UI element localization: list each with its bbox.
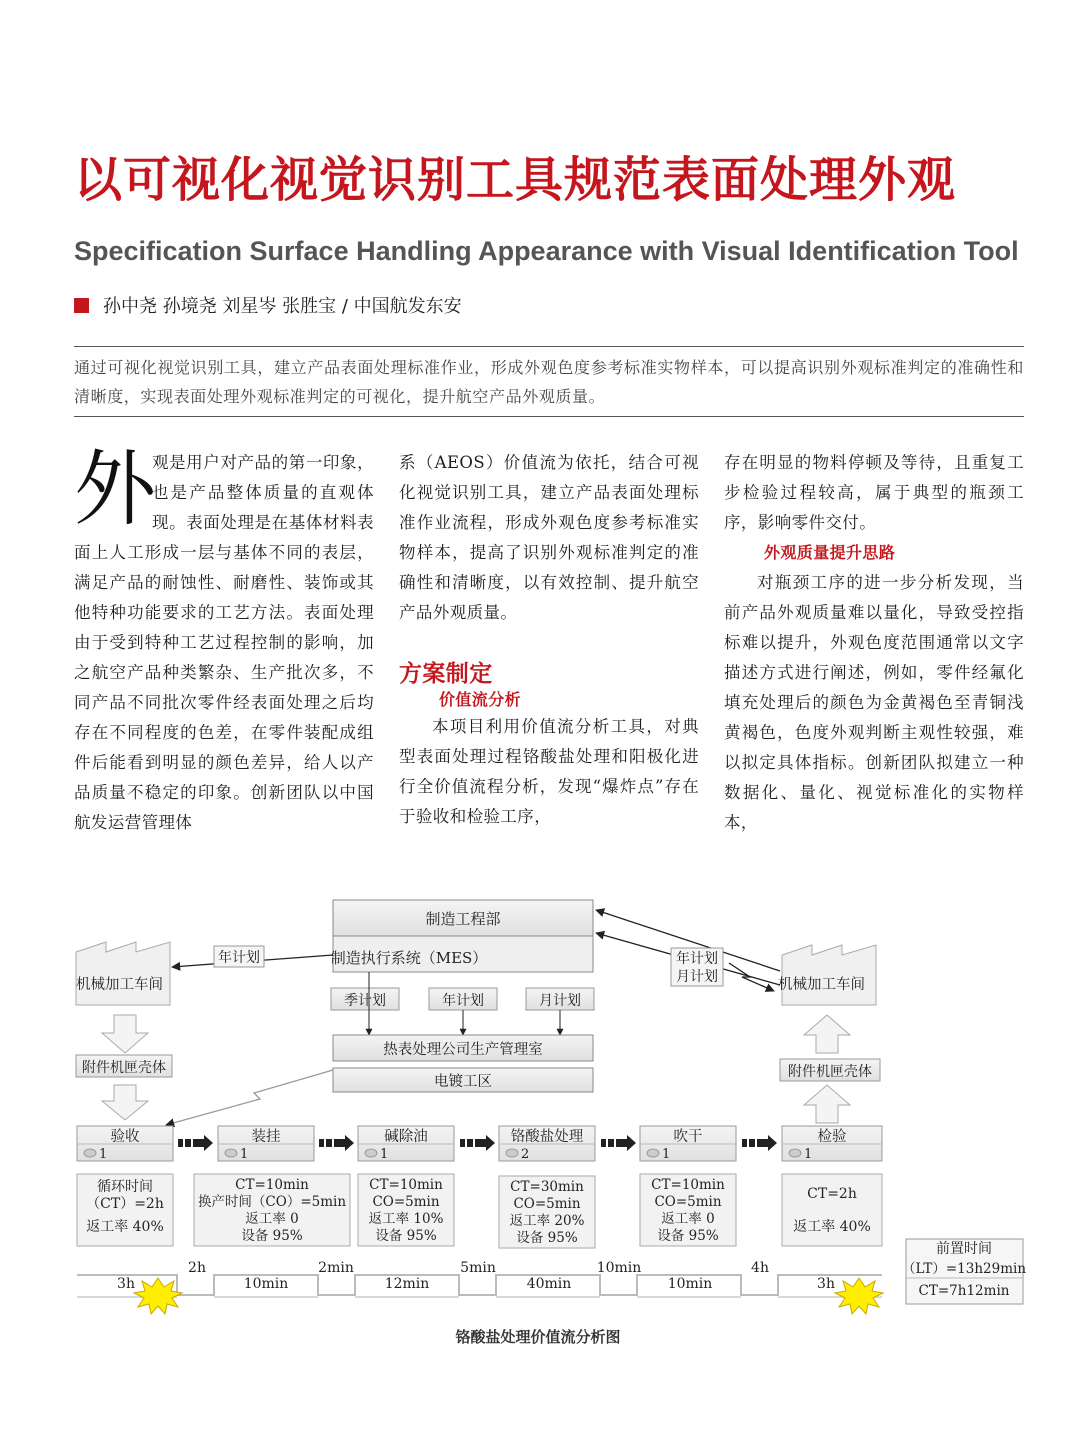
push-arrow-icon <box>102 1015 148 1053</box>
body-column-3 <box>724 448 1024 838</box>
process-data-line: CT=30min <box>510 1179 584 1195</box>
process-time: 3h <box>817 1276 835 1292</box>
lead-time-value: （LT）=13h29min <box>901 1261 1026 1277</box>
body-paragraph-4: 存在明显的物料停顿及等待，且重复工步检验过程较高，属于典型的瓶颈工序，影响零件交付。 <box>724 453 1024 532</box>
operator-count: 1 <box>99 1147 108 1162</box>
ship-arrow-icon <box>804 1085 850 1123</box>
left-supplier-label: 机械加工车间 <box>76 977 163 993</box>
wait-time: 4h <box>751 1260 769 1276</box>
factory-icon <box>76 942 170 1005</box>
process-data-line: 设备 95% <box>241 1228 303 1244</box>
process-time: 3h <box>117 1276 135 1292</box>
push-arrow-icon <box>178 1135 213 1151</box>
push-arrow-icon <box>742 1135 777 1151</box>
article-subtitle-en: Specification Surface Handling Appearance with Visual Identification Tool <box>74 236 1019 266</box>
process-step-degreasing <box>358 1126 454 1246</box>
plan-label-year: 年计划 <box>442 993 484 1009</box>
process-time: 12min <box>384 1276 430 1292</box>
process-data-line: 返工率 10% <box>368 1211 444 1227</box>
subsection-heading-1: 价值流分析 <box>439 690 522 709</box>
process-step-acceptance <box>77 1126 173 1246</box>
operator-icon <box>789 1149 801 1157</box>
dept-label: 制造工程部 <box>425 910 501 928</box>
wait-time: 10min <box>596 1260 642 1276</box>
operator-icon <box>647 1149 659 1157</box>
timeline-ladder <box>77 1275 882 1295</box>
process-name: 验收 <box>110 1129 140 1145</box>
mes-label: 制造执行系统（MES） <box>330 949 488 967</box>
body-column-1 <box>74 442 374 838</box>
wait-time: 5min <box>460 1260 496 1276</box>
kaizen-burst-icon <box>134 1278 182 1314</box>
left-flow-label: 年计划 <box>218 950 260 966</box>
process-data-line: 返工率 40% <box>793 1219 871 1235</box>
plating-label: 电镀工区 <box>434 1074 492 1090</box>
lead-time-title: 前置时间 <box>936 1241 992 1257</box>
process-data-line: CO=5min <box>654 1194 722 1210</box>
process-data-line: CO=5min <box>513 1196 581 1212</box>
plan-label-month: 月计划 <box>539 993 581 1009</box>
process-data-line: 循环时间 <box>97 1179 153 1195</box>
process-time: 40min <box>526 1276 572 1292</box>
process-data-line: CT=10min <box>235 1177 309 1193</box>
kaizen-burst-icon <box>835 1278 883 1314</box>
process-data-line: 设备 95% <box>516 1230 578 1246</box>
drop-cap: 外 <box>74 442 157 537</box>
wait-time: 2min <box>318 1260 354 1276</box>
authors-text: 孙中尧 孙境尧 刘星岑 张胜宝 / 中国航发东安 <box>103 296 462 317</box>
operator-icon <box>365 1149 377 1157</box>
process-time: 10min <box>667 1276 713 1292</box>
right-customer-label: 机械加工车间 <box>778 977 865 993</box>
operator-icon <box>506 1149 518 1157</box>
operator-count: 1 <box>240 1147 249 1162</box>
body-column-2 <box>399 448 699 832</box>
process-data-line: 设备 95% <box>375 1228 437 1244</box>
process-time: 10min <box>243 1276 289 1292</box>
operator-count: 1 <box>380 1147 389 1162</box>
process-data-line: 返工率 40% <box>86 1219 164 1235</box>
section-heading: 方案制定 <box>399 661 493 687</box>
process-data-line: （CT）=2h <box>86 1196 164 1212</box>
process-data-line: CT=2h <box>807 1186 857 1202</box>
operator-count: 1 <box>662 1147 671 1162</box>
push-arrow-icon <box>102 1085 148 1120</box>
process-data-line: 设备 95% <box>657 1228 719 1244</box>
value-stream-diagram <box>74 895 1026 1315</box>
process-data-line: 返工率 0 <box>245 1211 299 1227</box>
process-step-drying <box>640 1126 736 1246</box>
process-name: 铬酸盐处理 <box>510 1129 584 1145</box>
process-step-chromate <box>499 1126 595 1248</box>
process-data-line: 返工率 20% <box>509 1213 585 1229</box>
cycle-time-value: CT=7h12min <box>918 1283 1010 1299</box>
body-paragraph-2: 系（AEOS）价值流为依托，结合可视化视觉识别工具，建立产品表面处理标准作业流程，形成外观色度参考标准实物样本，提高了识别外观标准判定的准确性和清晰度，以有效控制、提升航空产品外观质量。 <box>399 453 699 622</box>
mgmt-label: 热表处理公司生产管理室 <box>383 1042 543 1058</box>
factory-icon <box>782 945 876 1005</box>
ship-arrow-icon <box>804 1015 850 1053</box>
body-paragraph-3: 本项目利用价值流分析工具，对典型表面处理过程铬酸盐处理和阳极化进行全价值流程分析，发现“爆炸点”存在于验收和检验工序， <box>399 717 699 826</box>
right-flow-label-1: 年计划 <box>676 951 718 967</box>
process-name: 装挂 <box>251 1129 281 1145</box>
process-data-line: 换产时间（CO）=5min <box>197 1194 347 1210</box>
operator-count: 2 <box>521 1147 530 1162</box>
operator-count: 1 <box>804 1147 813 1162</box>
figure-caption: 铬酸盐处理价值流分析图 <box>455 1328 621 1346</box>
article-title: 以可视化视觉识别工具规范表面处理外观 <box>74 152 957 208</box>
process-data-line: CT=10min <box>651 1177 725 1193</box>
right-material-label: 附件机匣壳体 <box>788 1064 872 1080</box>
abstract: 通过可视化视觉识别工具，建立产品表面处理标准作业，形成外观色度参考标准实物样本，可以提高识别外观标准判定的准确性和清晰度，实现表面处理外观标准判定的可视化，提升航空产品外观质量。 <box>74 346 1024 417</box>
author-line <box>74 293 462 321</box>
operator-icon <box>84 1149 96 1157</box>
process-data-line: CO=5min <box>372 1194 440 1210</box>
process-name: 检验 <box>817 1129 847 1145</box>
process-data-line: 返工率 0 <box>661 1211 715 1227</box>
operator-icon <box>225 1149 237 1157</box>
process-step-inspection <box>782 1126 882 1246</box>
process-name: 吹干 <box>673 1129 703 1145</box>
left-material-label: 附件机匣壳体 <box>82 1060 166 1076</box>
process-name: 碱除油 <box>384 1129 428 1145</box>
subsection-heading-2: 外观质量提升思路 <box>764 543 896 562</box>
push-arrow-icon <box>460 1135 495 1151</box>
red-square-bullet <box>74 298 89 313</box>
body-paragraph-5: 对瓶颈工序的进一步分析发现，当前产品外观质量难以量化，导致受控指标难以提升，外观色度范围通常以文字描述方式进行阐述，例如，零件经氟化填充处理后的颜色为金黄褐色至青铜浅黄褐色，色度外观判断主观性较强，难以拟定具体指标。创新团队拟建立一种数据化、量化、视觉标准化的实物样本， <box>724 573 1024 832</box>
plan-label-season: 季计划 <box>344 993 386 1009</box>
push-arrow-icon <box>319 1135 354 1151</box>
body-paragraph-1: 观是用户对产品的第一印象，也是产品整体质量的直观体现。表面处理是在基体材料表面上人工形成一层与基体不同的表层，满足产品的耐蚀性、耐磨性、装饰或其他特种功能要求的工艺方法。表面处理由于受到特种工艺过程控制的影响，加之航空产品种类繁杂、生产批次多，不同产品不同批次零件经表面处理之后均存在不同程度的色差，在零件装配成组件后能看到明显的颜色差异，给人以产品质量不稳定的印象。创新团队以中国航发运营管理体 <box>74 453 374 832</box>
push-arrow-icon <box>601 1135 636 1151</box>
process-data-line: CT=10min <box>369 1177 443 1193</box>
wait-time: 2h <box>188 1260 206 1276</box>
right-flow-label-2: 月计划 <box>676 969 718 985</box>
